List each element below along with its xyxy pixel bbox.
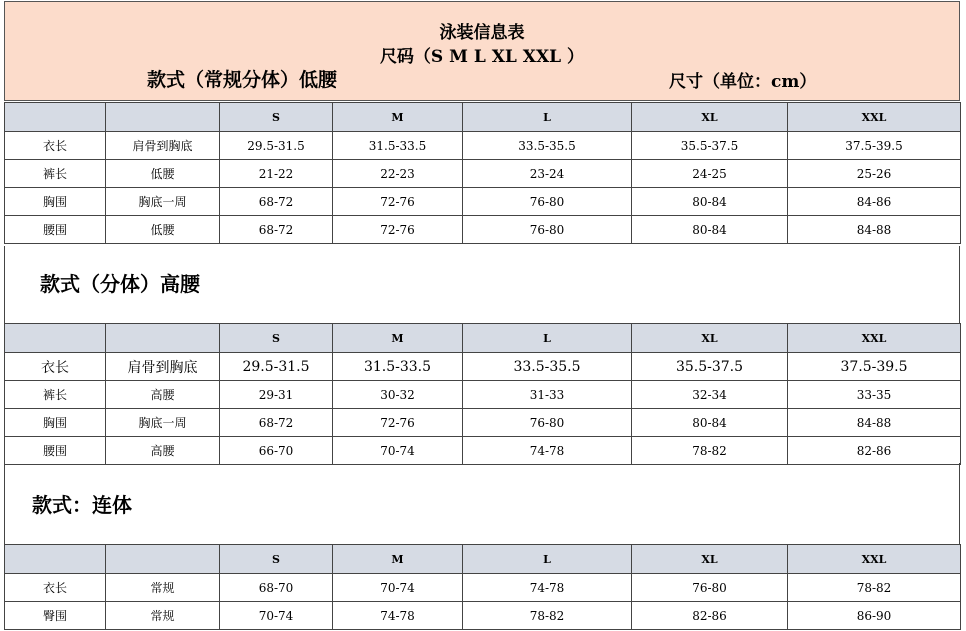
size-value-cell: 74-78: [333, 602, 463, 630]
header-blank-cell: [5, 103, 106, 132]
size-value-cell: 68-70: [220, 574, 333, 602]
size-value-cell: 84-86: [788, 188, 961, 216]
size-header-cell: XL: [632, 103, 788, 132]
size-header-cell: XL: [632, 545, 788, 574]
size-value-cell: 80-84: [632, 409, 788, 437]
size-value-cell: 33.5-35.5: [463, 353, 632, 381]
size-value-cell: 82-86: [788, 437, 961, 465]
measurement-name-cell: 臀围: [5, 602, 106, 630]
size-value-cell: 70-74: [333, 437, 463, 465]
size-value-cell: 78-82: [463, 602, 632, 630]
table-row: [5, 353, 961, 381]
size-value-cell: 78-82: [788, 574, 961, 602]
size-value-cell: 33.5-35.5: [463, 132, 632, 160]
size-value-cell: 22-23: [333, 160, 463, 188]
size-value-cell: 68-72: [220, 216, 333, 244]
measurement-name-cell: 衣长: [5, 353, 106, 381]
size-table-low-waist: [4, 102, 961, 244]
measurement-method-cell: 低腰: [106, 160, 220, 188]
table-row: [5, 602, 961, 630]
size-value-cell: 30-32: [333, 381, 463, 409]
measurement-method-cell: 高腰: [106, 437, 220, 465]
size-value-cell: 72-76: [333, 409, 463, 437]
size-value-cell: 72-76: [333, 188, 463, 216]
size-header-cell: L: [463, 103, 632, 132]
measurement-name-cell: 腰围: [5, 216, 106, 244]
size-value-cell: 74-78: [463, 437, 632, 465]
section-gap: [4, 463, 960, 545]
size-value-cell: 84-88: [788, 409, 961, 437]
header-blank-cell: [5, 324, 106, 353]
size-header-cell: S: [220, 324, 333, 353]
sheet-title: 泳装信息表: [439, 23, 525, 43]
measurement-name-cell: 裤长: [5, 381, 106, 409]
size-header-cell: XXL: [788, 324, 961, 353]
table-row: [5, 216, 961, 244]
size-value-cell: 29.5-31.5: [220, 132, 333, 160]
size-header-cell: L: [463, 545, 632, 574]
size-value-cell: 23-24: [463, 160, 632, 188]
size-value-cell: 31.5-33.5: [333, 132, 463, 160]
measurement-method-cell: 肩骨到胸底: [106, 132, 220, 160]
size-value-cell: 86-90: [788, 602, 961, 630]
size-value-cell: 29.5-31.5: [220, 353, 333, 381]
measurement-method-cell: 胸底一周: [106, 409, 220, 437]
measurement-method-cell: 低腰: [106, 216, 220, 244]
table-row: [5, 437, 961, 465]
size-value-cell: 37.5-39.5: [788, 132, 961, 160]
size-value-cell: 35.5-37.5: [632, 132, 788, 160]
size-header-row: [5, 545, 961, 574]
size-header-cell: M: [333, 103, 463, 132]
size-value-cell: 76-80: [632, 574, 788, 602]
measurement-method-cell: 高腰: [106, 381, 220, 409]
size-value-cell: 78-82: [632, 437, 788, 465]
size-header-cell: XXL: [788, 103, 961, 132]
size-value-cell: 32-34: [632, 381, 788, 409]
size-value-cell: 80-84: [632, 216, 788, 244]
measurement-method-cell: 常规: [106, 602, 220, 630]
size-value-cell: 29-31: [220, 381, 333, 409]
size-value-cell: 37.5-39.5: [788, 353, 961, 381]
size-value-cell: 76-80: [463, 409, 632, 437]
size-value-cell: 21-22: [220, 160, 333, 188]
size-value-cell: 82-86: [632, 602, 788, 630]
section-title-high-waist: 款式（分体）高腰: [40, 272, 200, 296]
size-table-high-waist: [4, 323, 961, 465]
section-title-one-piece: 款式：连体: [32, 493, 132, 517]
table-row: [5, 188, 961, 216]
table-row: [5, 381, 961, 409]
size-value-cell: 33-35: [788, 381, 961, 409]
size-value-cell: 66-70: [220, 437, 333, 465]
size-value-cell: 68-72: [220, 188, 333, 216]
measurement-name-cell: 衣长: [5, 132, 106, 160]
size-value-cell: 24-25: [632, 160, 788, 188]
header-blank-cell: [106, 545, 220, 574]
size-value-cell: 35.5-37.5: [632, 353, 788, 381]
measurement-name-cell: 胸围: [5, 188, 106, 216]
size-table-one-piece: [4, 544, 961, 630]
header-blank-cell: [5, 545, 106, 574]
size-value-cell: 25-26: [788, 160, 961, 188]
size-value-cell: 72-76: [333, 216, 463, 244]
size-header-row: [5, 324, 961, 353]
size-header-cell: M: [333, 324, 463, 353]
size-header-cell: L: [463, 324, 632, 353]
measurement-method-cell: 胸底一周: [106, 188, 220, 216]
size-header-cell: S: [220, 545, 333, 574]
measurement-name-cell: 衣长: [5, 574, 106, 602]
size-range-line: 尺码（S M L XL XXL ）: [379, 47, 585, 67]
size-value-cell: 31-33: [463, 381, 632, 409]
size-value-cell: 68-72: [220, 409, 333, 437]
size-header-row: [5, 103, 961, 132]
measurement-method-cell: 肩骨到胸底: [106, 353, 220, 381]
measurement-name-cell: 胸围: [5, 409, 106, 437]
size-value-cell: 76-80: [463, 188, 632, 216]
size-value-cell: 31.5-33.5: [333, 353, 463, 381]
measurement-name-cell: 裤长: [5, 160, 106, 188]
table-row: [5, 160, 961, 188]
header-blank-cell: [106, 324, 220, 353]
size-value-cell: 80-84: [632, 188, 788, 216]
header-blank-cell: [106, 103, 220, 132]
size-value-cell: 70-74: [333, 574, 463, 602]
unit-label: 尺寸（单位：cm）: [669, 72, 817, 92]
size-value-cell: 74-78: [463, 574, 632, 602]
table-row: [5, 574, 961, 602]
size-value-cell: 70-74: [220, 602, 333, 630]
size-header-cell: XL: [632, 324, 788, 353]
table-row: [5, 132, 961, 160]
measurement-method-cell: 常规: [106, 574, 220, 602]
table-row: [5, 409, 961, 437]
size-header-cell: XXL: [788, 545, 961, 574]
size-header-cell: S: [220, 103, 333, 132]
sheet-header: [4, 1, 960, 101]
size-header-cell: M: [333, 545, 463, 574]
size-value-cell: 76-80: [463, 216, 632, 244]
size-value-cell: 84-88: [788, 216, 961, 244]
style-label: 款式（常规分体）低腰: [147, 69, 338, 91]
measurement-name-cell: 腰围: [5, 437, 106, 465]
